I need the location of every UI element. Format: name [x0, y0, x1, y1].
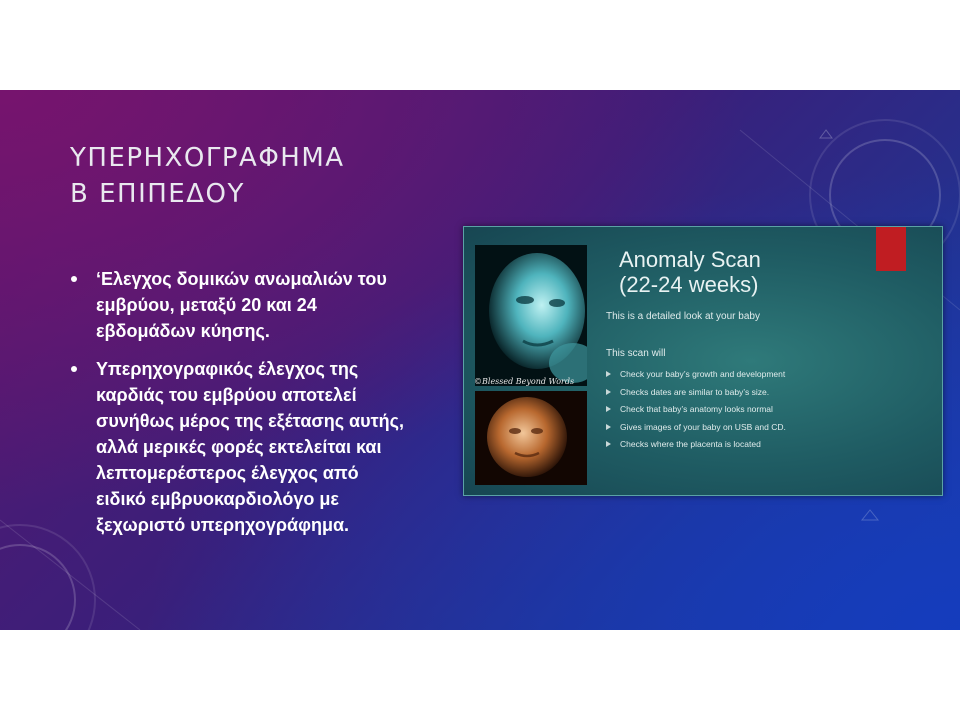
bullet-text: ‘Ελεγχος δομικών ανωμαλιών του εμβρύου, μεταξύ 20 και 24 εβδομάδων κύησης. [96, 269, 387, 341]
red-accent-tab [876, 227, 906, 271]
panel-heading [619, 247, 761, 297]
slide-title-line-1: ΥΠΕΡΗΧΟΓΡΑΦΗΜΑ [70, 143, 345, 173]
panel-list-text: Check your baby’s growth and development [620, 369, 786, 379]
panel-list [606, 366, 786, 454]
arrow-bullet-icon [606, 371, 611, 377]
photo-watermark: ©Blessed Beyond Words [474, 377, 575, 386]
panel-list-item [606, 419, 786, 437]
ultrasound-photo-4d [475, 391, 587, 485]
arrow-bullet-icon [606, 441, 611, 447]
panel-list-item [606, 401, 786, 419]
bullet-dot-icon [70, 356, 80, 382]
arrow-bullet-icon [606, 406, 611, 412]
panel-subheading: This scan will [606, 348, 666, 359]
panel-list-item [606, 436, 786, 454]
panel-intro: This is a detailed look at your baby [606, 311, 760, 322]
bullet-list [70, 266, 410, 550]
panel-heading-line-2: (22-24 weeks) [619, 272, 759, 297]
anomaly-scan-image [463, 226, 943, 496]
arrow-bullet-icon [606, 424, 611, 430]
slide [0, 90, 960, 630]
panel-list-text: Check that baby’s anatomy looks normal [620, 404, 773, 414]
arrow-bullet-icon [606, 389, 611, 395]
panel-list-text: Checks where the placenta is located [620, 439, 761, 449]
slide-title [70, 140, 345, 212]
panel-heading-line-1: Anomaly Scan [619, 247, 761, 272]
bullet-item [70, 356, 410, 538]
ultrasound-photo-3d [475, 245, 587, 386]
panel-list-text: Checks dates are similar to baby’s size. [620, 386, 770, 397]
panel-list-item [606, 366, 786, 384]
slide-title-line-2: Β ΕΠΙΠΕΔΟΥ [70, 179, 245, 209]
bullet-item [70, 266, 410, 344]
panel-list-text: Gives images of your baby on USB and CD. [620, 421, 786, 432]
bullet-dot-icon [70, 266, 80, 292]
bullet-text: Υπερηχογραφικός έλεγχος της καρδιάς του εμβρύου αποτελεί συνήθως μέρος της εξέτασης αυτής, αλλά μερικές φορές εκτελείται και λεπτομερέστερος έλεγχος από ειδικό εμβρυοκαρδιολόγο με ξεχωριστό υπερηχογράφημα. [96, 359, 404, 535]
panel-list-item [606, 384, 786, 402]
